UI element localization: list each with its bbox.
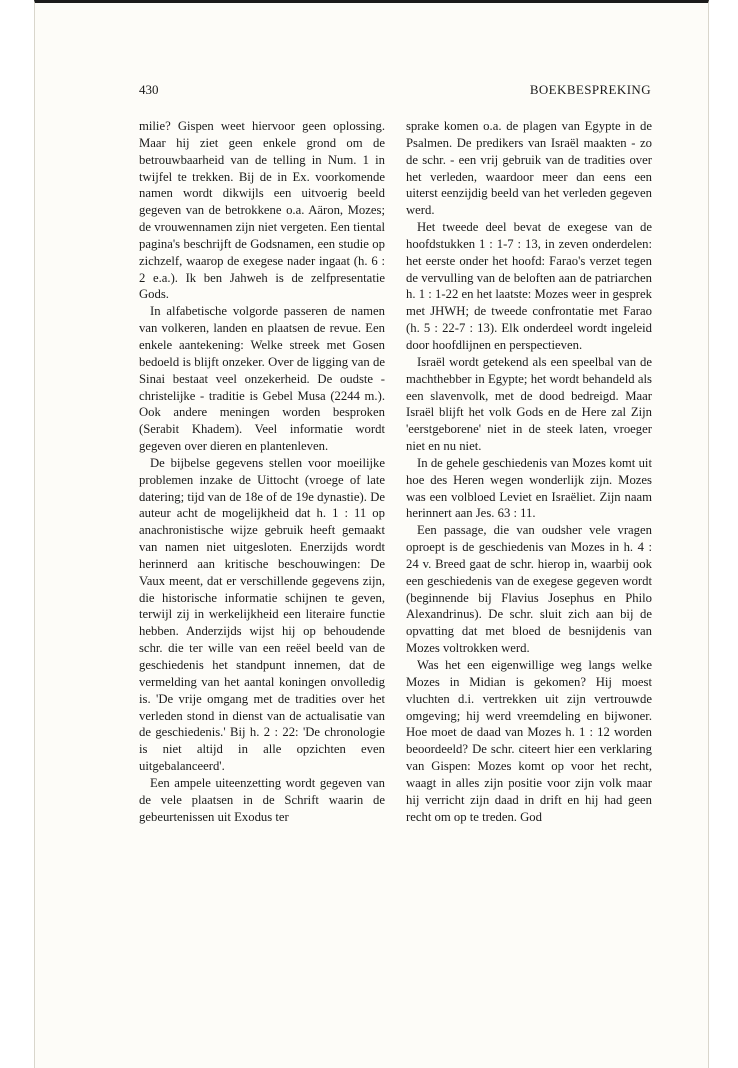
running-head: BOEKBESPREKING (529, 82, 651, 97)
paragraph: milie? Gispen weet hiervoor geen oplossing. Maar hij ziet geen enkele grond om de betrouwbaarheid van de telling in Num. 1 in twijfel te trekken. Bij de in Ex. voorkomende namen wordt dikwijls een uitvoerig beeld gegeven van de betrokkene o.a. Aäron, Mozes; de vrouwennamen zijn niet vergeten. Een tiental pagina's beschrijft de Godsnamen, een studie op zichzelf, waarop de exegese nader ingaat (h. 6 : 2 e.a.). Ik ben Jahweh is de zelfpresentatie Gods. (139, 119, 385, 302)
paragraph: Een ampele uiteenzetting wordt gegeven van de vele plaatsen in de Schrift waarin de gebeurtenissen uit Exodus ter (139, 775, 385, 824)
page-header (139, 82, 651, 100)
paragraph: De bijbelse gegevens stellen voor moeilijke problemen inzake de Uittocht (vroege of late datering; tijd van de 18e of de 19e dynastie). De auteur acht de mogelijkheid dat h. 1 : 11 op anachronistische wijze gebruik heeft gemaakt van namen niet uitgesloten. Enerzijds wordt herinnerd aan kritische beschouwingen: De Vaux meent, dat er verschillende gegevens zijn, die historische informatie schijnen te geven, terwijl zij in werkelijkheid een literaire functie hebben. Anderzijds wijst hij op behoudende schr. die ter wille van een reëel beeld van de geschiedenis het standpunt innemen, dat de vermelding van het aantal koningen onvolledig is. 'De vrije omgang met de tradities over het verleden stond in dienst van de actualisatie van de geschiedenis.' Bij h. 2 : 22: 'De chronologie is niet altijd in alle opzichten even uitgebalanceerd'. (139, 455, 385, 774)
right-column (406, 118, 652, 825)
paragraph: Een passage, die van oudsher vele vragen oproept is de geschiedenis van Mozes in h. 4 : 24 v. Breed gaat de schr. hierop in, waarbij ook een geschiedenis van de exegese gegeven wordt (beginnende bij Flavius Josephus en Philo Alexandrinus). De schr. sluit zich aan bij de opvatting dat met bloed de besnijdenis van Mozes voltrokken werd. (406, 523, 652, 656)
paragraph: sprake komen o.a. de plagen van Egypte in de Psalmen. De predikers van Israël maakten - zo de schr. - een vrij gebruik van de tradities over het verleden, waardoor meer dan eens een uiterst eenzijdig beeld van het verleden gegeven werd. (406, 119, 652, 218)
paragraph: Het tweede deel bevat de exegese van de hoofdstukken 1 : 1-7 : 13, in zeven onderdelen: het eerste onder het hoofd: Farao's verzet tegen de vervulling van de beloften aan de patriarchen h. 1 : 1-22 en het laatste: Mozes weer in gesprek met JHWH; de tweede confrontatie met Farao (h. 5 : 22-7 : 13). Elk onderdeel wordt ingeleid door hoofdlijnen en perspectieven. (406, 220, 652, 352)
page-number: 430 (139, 82, 159, 97)
paragraph: Israël wordt getekend als een speelbal van de machthebber in Egypte; het wordt behandeld als een slavenvolk, met de dood bedreigd. Maar Israël blijft het volk Gods en de Here zal Zijn 'eerstgeborene' niet in de steek laten, vroeger niet en nu niet. (406, 354, 652, 454)
left-column (139, 118, 385, 825)
paragraph: In de gehele geschiedenis van Mozes komt uit hoe des Heren wegen wonderlijk zijn. Mozes was een volbloed Leviet en Israëliet. Zijn naam herinnert aan Jes. 63 : 11. (406, 455, 652, 521)
paragraph: Was het een eigenwillige weg langs welke Mozes in Midian is gekomen? Hij moest vluchten d.i. vertrekken uit zijn vertrouwde omgeving; hij werd vreemdeling en bijwoner. Hoe moet de daad van Mozes h. 1 : 12 worden beoordeeld? De schr. citeert hier een verklaring van Gispen: Mozes komt op voor het recht, waagt in alles zijn positie voor zijn volk maar hij verricht zijn daad in drift en hij had geen recht om op te treden. God (406, 658, 652, 824)
paragraph: In alfabetische volgorde passeren de namen van volkeren, landen en plaatsen de revue. Een enkele aantekening: Welke streek met Gosen bedoeld is blijft onzeker. Over de ligging van de Sinai bestaat veel onzekerheid. De oudste - christelijke - traditie is Gebel Musa (2244 m.). Ook andere meningen worden besproken (Serabit Khadem). Veel informatie wordt gegeven over dieren en plantenleven. (139, 304, 385, 454)
